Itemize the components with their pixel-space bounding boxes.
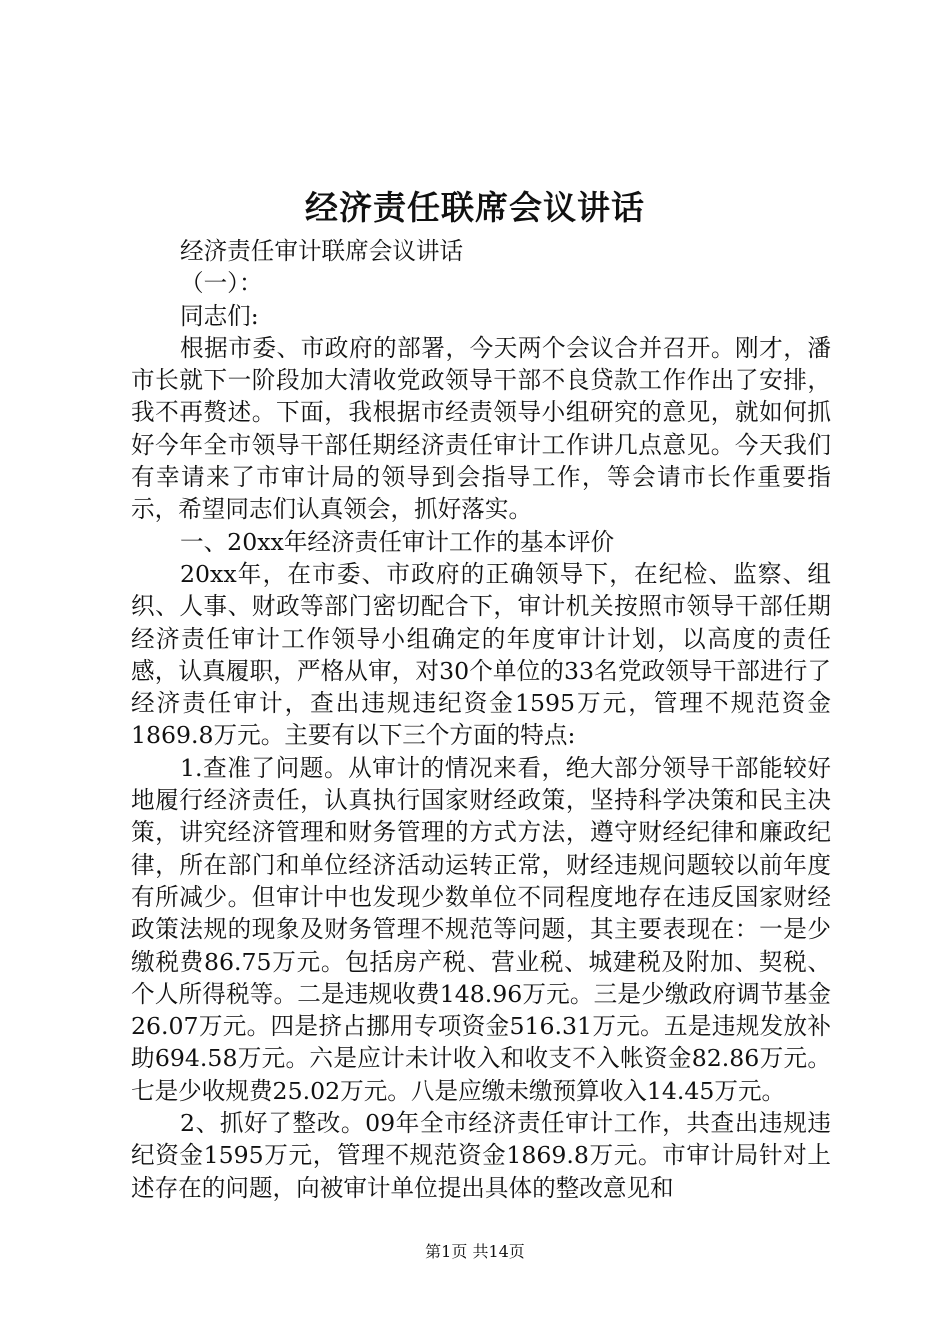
- body-paragraph: 1.查准了问题。从审计的情况来看，绝大部分领导干部能较好地履行经济责任，认真执行国家财经政策，坚持科学决策和民主决策，讲究经济管理和财务管理的方式方法，遵守财经纪律和廉政纪律，所在部门和单位经济活动运转正常，财经违规问题较以前年度有所减少。但审计中也发现少数单位不同程度地存在违反国家财经政策法规的现象及财务管理不规范等问题，其主要表现在：一是少缴税费86.75万元。包括房产税、营业税、城建税及附加、契税、个人所得税等。二是违规收费148.96万元。三是少缴政府调节基金26.07万元。四是挤占挪用专项资金516.31万元。五是违规发放补助694.58万元。六是应计未计收入和收支不入帐资金82.86万元。七是少收规费25.02万元。八是应缴未缴预算收入14.45万元。: [131, 753, 831, 1105]
- body-paragraph: 根据市委、市政府的部署，今天两个会议合并召开。刚才，潘市长就下一阶段加大清收党政领导干部不良贷款工作作出了安排，我不再赘述。下面，我根据市经责领导小组研究的意见，就如何抓好今年全市领导干部任期经济责任审计工作讲几点意见。今天我们有幸请来了市审计局的领导到会指导工作，等会请市长作重要指示，希望同志们认真领会，抓好落实。: [131, 333, 831, 524]
- subtitle-paragraph: 经济责任审计联席会议讲话: [180, 237, 464, 265]
- section-heading: 一、20xx年经济责任审计工作的基本评价: [180, 527, 615, 556]
- body-paragraph: 20xx年，在市委、市政府的正确领导下，在纪检、监察、组织、人事、财政等部门密切配合下，审计机关按照市领导干部任期经济责任审计工作领导小组确定的年度审计计划，以高度的责任感，认真履职，严格从审，对30个单位的33名党政领导干部进行了经济责任审计，查出违规违纪资金1595万元，管理不规范资金1869.8万元。主要有以下三个方面的特点:: [131, 559, 831, 750]
- page-number-footer: 第1页 共14页: [425, 1242, 525, 1261]
- salutation-paragraph: 同志们:: [180, 301, 259, 330]
- document-body: [131, 235, 831, 1204]
- body-paragraph: 2、抓好了整改。09年全市经济责任审计工作，共查出违规违纪资金1595万元，管理不规范资金1869.8万元。市审计局针对上述存在的问题，向被审计单位提出具体的整改意见和: [131, 1109, 831, 1202]
- document-title: 经济责任联席会议讲话: [305, 188, 645, 227]
- section-marker-paragraph: （一）：: [180, 269, 263, 298]
